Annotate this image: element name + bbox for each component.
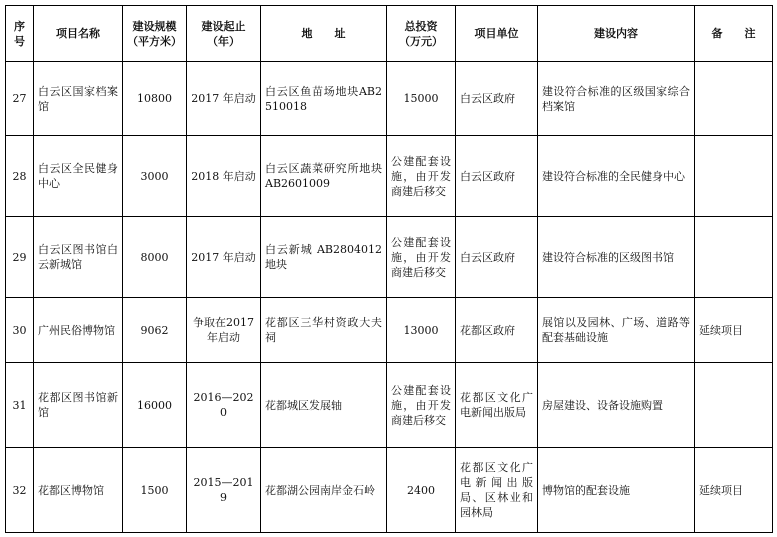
- cell-address: 白云新城 AB2804012 地块: [261, 217, 387, 298]
- table-row: [6, 136, 773, 217]
- cell-investment: 15000: [387, 62, 456, 136]
- cell-project-name: 花都区图书馆新馆: [34, 363, 123, 448]
- cell-unit: 白云区政府: [456, 62, 538, 136]
- cell-investment: 公建配套设施，由开发商建后移交: [387, 363, 456, 448]
- project-table: [5, 5, 773, 533]
- cell-content: 博物馆的配套设施: [538, 448, 695, 533]
- table-row: [6, 363, 773, 448]
- cell-period: 2017 年启动: [187, 217, 261, 298]
- table-row: [6, 298, 773, 363]
- cell-address: 花都城区发展轴: [261, 363, 387, 448]
- cell-unit: 白云区政府: [456, 217, 538, 298]
- header-cell: 项目单位: [456, 6, 538, 62]
- cell-unit: 花都区文化广电新闻出版局: [456, 363, 538, 448]
- table-row: [6, 62, 773, 136]
- cell-index: 31: [6, 363, 34, 448]
- cell-investment: 公建配套设施，由开发商建后移交: [387, 217, 456, 298]
- cell-period: 2015—2019: [187, 448, 261, 533]
- cell-content: 房屋建设、设备设施购置: [538, 363, 695, 448]
- cell-period: 2016—2020: [187, 363, 261, 448]
- cell-investment: 2400: [387, 448, 456, 533]
- header-row: [6, 6, 773, 62]
- cell-index: 30: [6, 298, 34, 363]
- cell-remark: [695, 363, 773, 448]
- cell-content: 建设符合标准的全民健身中心: [538, 136, 695, 217]
- cell-content: 建设符合标准的区级图书馆: [538, 217, 695, 298]
- cell-period: 2017 年启动: [187, 62, 261, 136]
- header-cell: 总投资 （万元）: [387, 6, 456, 62]
- cell-period: 2018 年启动: [187, 136, 261, 217]
- cell-project-name: 白云区图书馆白云新城馆: [34, 217, 123, 298]
- cell-scale: 16000: [123, 363, 187, 448]
- cell-remark: [695, 217, 773, 298]
- cell-remark: [695, 136, 773, 217]
- table-row: [6, 448, 773, 533]
- cell-index: 28: [6, 136, 34, 217]
- cell-address: 花都区三华村资政大夫祠: [261, 298, 387, 363]
- cell-project-name: 花都区博物馆: [34, 448, 123, 533]
- cell-project-name: 白云区国家档案馆: [34, 62, 123, 136]
- cell-unit: 花都区文化广电新闻出版局、区林业和园林局: [456, 448, 538, 533]
- header-cell: 建设内容: [538, 6, 695, 62]
- cell-index: 29: [6, 217, 34, 298]
- header-cell: 序号: [6, 6, 34, 62]
- cell-remark: 延续项目: [695, 448, 773, 533]
- cell-scale: 10800: [123, 62, 187, 136]
- cell-remark: [695, 62, 773, 136]
- cell-scale: 3000: [123, 136, 187, 217]
- table-row: [6, 217, 773, 298]
- cell-index: 27: [6, 62, 34, 136]
- cell-index: 32: [6, 448, 34, 533]
- cell-unit: 白云区政府: [456, 136, 538, 217]
- cell-scale: 1500: [123, 448, 187, 533]
- cell-address: 花都湖公园南岸金石岭: [261, 448, 387, 533]
- cell-scale: 8000: [123, 217, 187, 298]
- cell-period: 争取在2017年启动: [187, 298, 261, 363]
- header-cell: 备 注: [695, 6, 773, 62]
- header-cell: 地 址: [261, 6, 387, 62]
- cell-project-name: 广州民俗博物馆: [34, 298, 123, 363]
- cell-unit: 花都区政府: [456, 298, 538, 363]
- cell-investment: 公建配套设施，由开发商建后移交: [387, 136, 456, 217]
- cell-scale: 9062: [123, 298, 187, 363]
- cell-project-name: 白云区全民健身中心: [34, 136, 123, 217]
- header-cell: 项目名称: [34, 6, 123, 62]
- cell-remark: 延续项目: [695, 298, 773, 363]
- header-cell: 建设起止 （年）: [187, 6, 261, 62]
- cell-investment: 13000: [387, 298, 456, 363]
- cell-content: 建设符合标准的区级国家综合档案馆: [538, 62, 695, 136]
- cell-address: 白云区蔬菜研究所地块 AB2601009: [261, 136, 387, 217]
- header-cell: 建设规模 （平方米）: [123, 6, 187, 62]
- cell-content: 展馆以及园林、广场、道路等配套基础设施: [538, 298, 695, 363]
- cell-address: 白云区鱼苗场地块AB2510018: [261, 62, 387, 136]
